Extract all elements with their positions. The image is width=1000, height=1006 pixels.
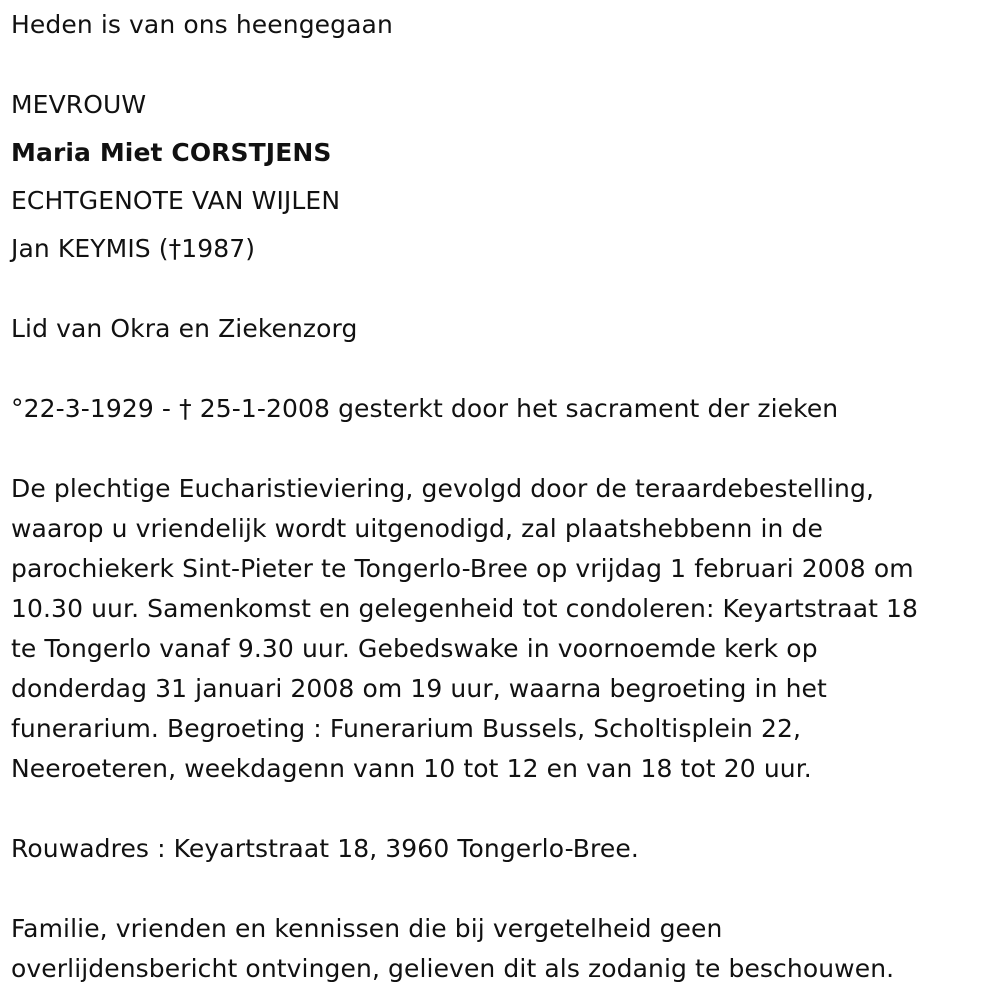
intro-text: Heden is van ons heengegaan [11, 10, 393, 39]
mourning-address: Rouwadres : Keyartstraat 18, 3960 Tongerlo-Bree. [11, 834, 639, 863]
relation-text: ECHTGENOTE VAN WIJLEN [11, 186, 341, 215]
ceremony-line: parochiekerk Sint-Pieter te Tongerlo-Bree op vrijdag 1 februari 2008 om [11, 554, 914, 583]
ceremony-line: Neeroeteren, weekdagenn vann 10 tot 12 en van 18 tot 20 uur. [11, 754, 812, 783]
ceremony-line: De plechtige Eucharistieviering, gevolgd door de teraardebestelling, [11, 474, 874, 503]
ceremony-line: 10.30 uur. Samenkomst en gelegenheid tot condoleren: Keyartstraat 18 [11, 594, 919, 623]
spouse-text: Jan KEYMIS (†1987) [11, 234, 256, 263]
ceremony-line: waarop u vriendelijk wordt uitgenodigd, zal plaatshebbenn in de [11, 514, 823, 543]
closing-line: Familie, vrienden en kennissen die bij vergetelheid geen [11, 914, 723, 943]
deceased-name: Maria Miet CORSTJENS [11, 138, 332, 167]
dates-text: °22-3-1929 - † 25-1-2008 gesterkt door het sacrament der zieken [11, 394, 839, 423]
closing-line: overlijdensbericht ontvingen, gelieven dit als zodanig te beschouwen. [11, 954, 895, 983]
ceremony-line: funerarium. Begroeting : Funerarium Bussels, Scholtisplein 22, [11, 714, 802, 743]
ceremony-line: donderdag 31 januari 2008 om 19 uur, waarna begroeting in het [11, 674, 827, 703]
membership-text: Lid van Okra en Ziekenzorg [11, 314, 358, 343]
ceremony-line: te Tongerlo vanaf 9.30 uur. Gebedswake in voornoemde kerk op [11, 634, 818, 663]
title-prefix: MEVROUW [11, 90, 147, 119]
